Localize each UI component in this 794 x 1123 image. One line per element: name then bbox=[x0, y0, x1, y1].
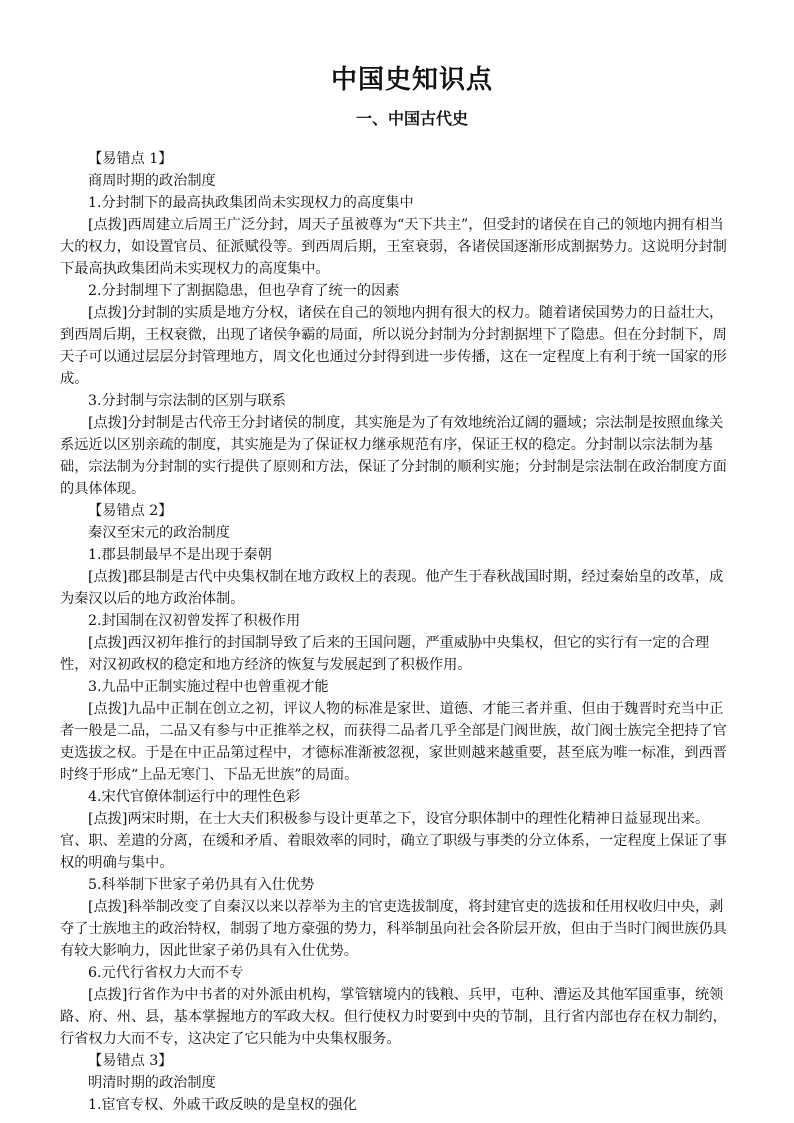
topic-line: 3.九品中正制实施过程中也曾重视才能 bbox=[88, 679, 329, 695]
topic-line: 秦汉至宋元的政治制度 bbox=[88, 525, 230, 541]
topic-line: 明清时期的政治制度 bbox=[88, 1075, 216, 1091]
error-point-heading: 【易错点 3】 bbox=[88, 1053, 173, 1069]
error-point-heading: 【易错点 2】 bbox=[88, 503, 173, 519]
topic-line: 3.分封制与宗法制的区别与联系 bbox=[88, 393, 286, 409]
topic-line: 2.分封制埋下了割据隐患，但也孕育了统一的因素 bbox=[88, 283, 400, 299]
error-point-heading: 【易错点 1】 bbox=[88, 151, 173, 167]
topic-line: 1.宦官专权、外戚干政反映的是皇权的强化 bbox=[88, 1097, 357, 1113]
topic-line: 6.元代行省权力大而不专 bbox=[88, 965, 244, 981]
document-body bbox=[60, 148, 736, 1116]
page-title: 中国史知识点 bbox=[330, 65, 493, 95]
topic-line: 商周时期的政治制度 bbox=[88, 173, 216, 189]
tip-paragraph: [点拨]西汉初年推行的封国制导致了后来的王国问题，严重威胁中央集权，但它的实行有一定的合理性，对汉初政权的稳定和地方经济的恢复与发展起到了积极作用。 bbox=[60, 635, 710, 673]
tip-paragraph: [点拨]郡县制是古代中央集权制在地方政权上的表现。他产生于春秋战国时期，经过秦始皇的改革，成为秦汉以后的地方政治体制。 bbox=[60, 569, 724, 607]
tip-paragraph: [点拨]分封制是古代帝王分封诸侯的制度，其实施是为了有效地统治辽阔的疆域；宗法制是按照血缘关系远近以区别亲疏的制度，其实施是为了保证权力继承规范有序，保证王权的稳定。分封制以宗法制为基础，宗法制为分封制的实行提供了原则和方法，保证了分封制的顺利实施；分封制是宗法制在政治制度方面的具体体现。 bbox=[60, 415, 727, 497]
tip-paragraph: [点拨]分封制的实质是地方分权，诸侯在自己的领地内拥有很大的权力。随着诸侯国势力的日益壮大，到西周后期，王权衰微，出现了诸侯争霸的局面，所以说分封制为分封割据埋下了隐患。但在分封制下，周天子可以通过层层分封管理地方，周文化也通过分封得到进一步传播，这在一定程度上有利于统一国家的形成。 bbox=[60, 305, 727, 387]
tip-paragraph: [点拨]九品中正制在创立之初，评议人物的标准是家世、道德、才能三者并重、但由于魏晋时充当中正者一般是二品，二品又有参与中正推举之权，而获得二品者几乎全部是门阀世族，故门阀士族完全把持了官吏选拔之权。于是在中正品第过程中，才德标准渐被忽视，家世则越来越重要，甚至底为唯一标准，到西晋时终于形成“上品无寒门、下品无世族”的局面。 bbox=[60, 701, 727, 783]
tip-paragraph: [点拨]行省作为中书者的对外派由机构，掌管辖境内的钱粮、兵甲，屯种、漕运及其他军国重事，统领路、府、州、县，基本掌握地方的军政大权。但行使权力时要到中央的节制，且行省内部也存在权力制约，行省权力大而不专，这决定了它只能为中央集权服务。 bbox=[60, 987, 727, 1047]
tip-paragraph: [点拨]两宋时期，在士大夫们积极参与设计更革之下，设官分职体制中的理性化精神日益显现出来。官、职、差遣的分离，在缓和矛盾、着眼效率的同时，确立了职级与事类的分立体系，一定程度上保证了事权的明确与集中。 bbox=[60, 811, 727, 871]
tip-paragraph: [点拨]科举制改变了自秦汉以来以荐举为主的官吏选拔制度，将封建官吏的选拔和任用权收归中央，剥夺了士族地主的政治特权，制弱了地方豪强的势力，科举制虽向社会各阶层开放，但由于当时门阀世族仍具有较大影响力，因此世家子弟仍具有入仕优势。 bbox=[60, 899, 727, 959]
tip-paragraph: [点拨]西周建立后周王广泛分封，周天子虽被尊为“天下共主”，但受封的诸侯在自己的领地内拥有相当大的权力，如设置官员、征派赋役等。到西周后期，王室衰弱，各诸侯国逐渐形成割据势力。这说明分封制下最高执政集团尚未实现权力的高度集中。 bbox=[60, 217, 727, 277]
section-subtitle: 一、中国古代史 bbox=[355, 109, 468, 128]
topic-line: 1.郡县制最早不是出现于秦朝 bbox=[88, 547, 272, 563]
topic-line: 4.宋代官僚体制运行中的理性色彩 bbox=[88, 789, 301, 805]
topic-line: 1.分封制下的最高执政集团尚未实现权力的高度集中 bbox=[88, 195, 414, 211]
topic-line: 5.科举制下世家子弟仍具有入仕优势 bbox=[88, 877, 315, 893]
topic-line: 2.封国制在汉初曾发挥了积极作用 bbox=[88, 613, 301, 629]
